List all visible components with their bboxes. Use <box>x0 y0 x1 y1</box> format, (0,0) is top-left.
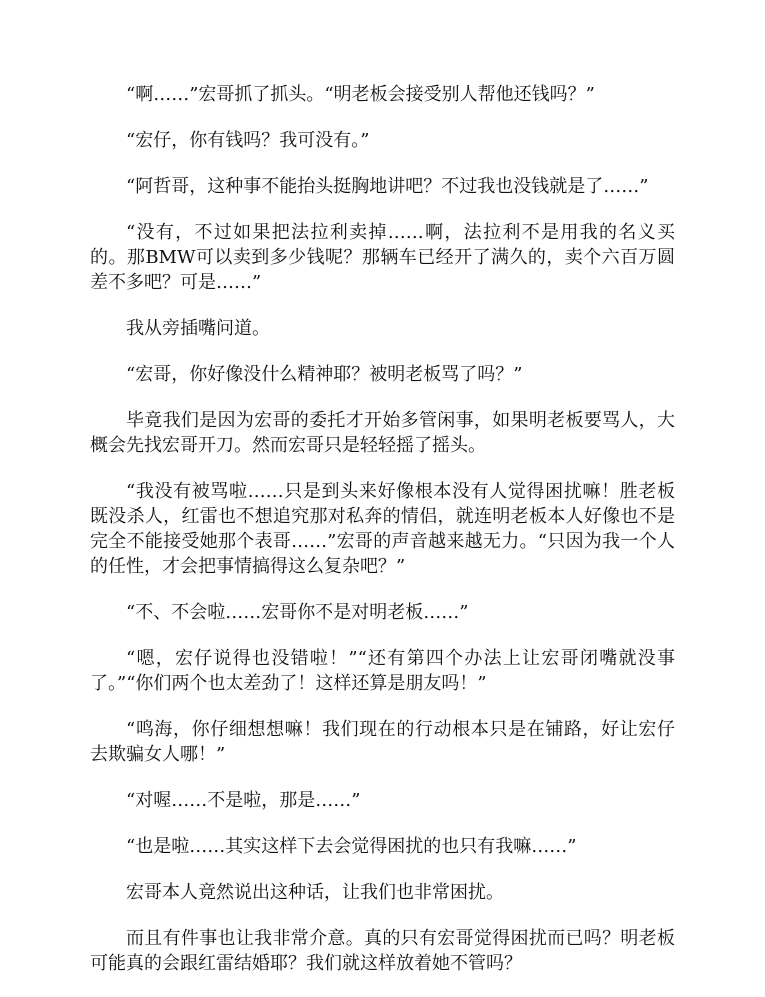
paragraph: “鸣海，你仔细想想嘛！我们现在的行动根本只是在铺路，好让宏仔去欺骗女人哪！” <box>90 719 675 765</box>
paragraph: 我从旁插嘴问道。 <box>126 318 270 339</box>
paragraph: “对喔……不是啦，那是……” <box>126 790 361 811</box>
paragraph: “阿哲哥，这种事不能抬头挺胸地讲吧？不过我也没钱就是了……” <box>126 176 649 197</box>
paragraph: “不、不会啦……宏哥你不是对明老板……” <box>126 602 469 623</box>
paragraph: “嗯，宏仔说得也没错啦！”“还有第四个办法上让宏哥闭嘴就没事了。”“你们两个也太差劲了！这样还算是朋友吗！” <box>90 648 675 694</box>
paragraph: “宏仔，你有钱吗？我可没有。” <box>126 130 370 151</box>
paragraph: “啊……”宏哥抓了抓头。“明老板会接受别人帮他还钱吗？” <box>126 84 595 105</box>
paragraph: “也是啦……其实这样下去会觉得困扰的也只有我嘛……” <box>126 836 577 857</box>
document-page <box>90 82 675 997</box>
paragraph: “宏哥，你好像没什么精神耶？被明老板骂了吗？” <box>126 364 523 385</box>
paragraph: 毕竟我们是因为宏哥的委托才开始多管闲事，如果明老板要骂人，大概会先找宏哥开刀。然而宏哥只是轻轻摇了摇头。 <box>90 410 675 456</box>
paragraph: 而且有件事也让我非常介意。真的只有宏哥觉得困扰而已吗？明老板可能真的会跟红雷结婚耶？我们就这样放着她不管吗？ <box>90 928 675 974</box>
paragraph: 宏哥本人竟然说出这种话，让我们也非常困扰。 <box>126 882 504 903</box>
paragraph: “没有，不过如果把法拉利卖掉……啊，法拉利不是用我的名义买的。那BMW可以卖到多少钱呢？那辆车已经开了满久的，卖个六百万圆差不多吧？可是……” <box>90 222 675 293</box>
paragraph: “我没有被骂啦……只是到头来好像根本没有人觉得困扰嘛！胜老板既没杀人，红雷也不想追究那对私奔的情侣，就连明老板本人好像也不是完全不能接受她那个表哥……”宏哥的声音越来越无力。“只因为我一个人的任性，才会把事情搞得这么复杂吧？” <box>90 481 675 577</box>
